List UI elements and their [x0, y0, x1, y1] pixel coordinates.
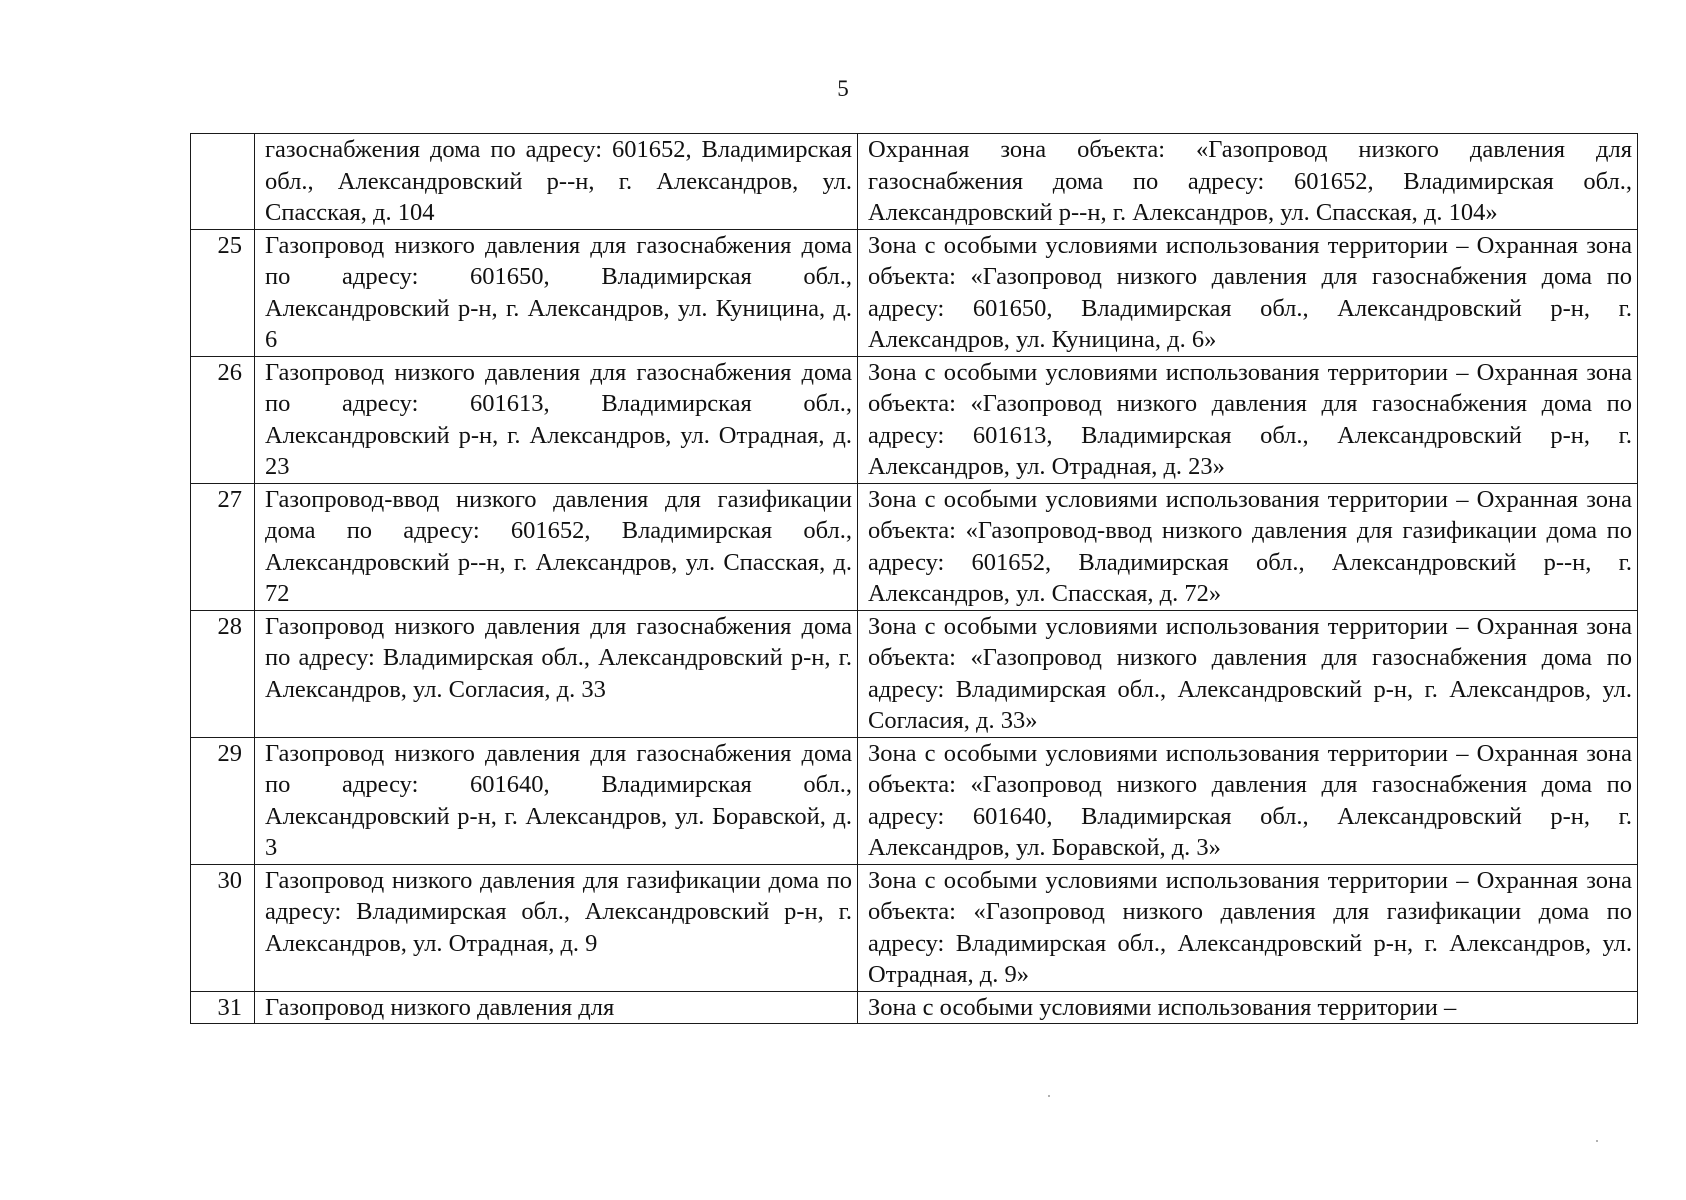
page-number: 5	[837, 76, 849, 101]
object-description-cell: газоснабжения дома по адресу: 601652, Владимирская обл., Александровский р--н, г. Александров, ул. Спасская, д. 104	[255, 134, 858, 230]
row-number-cell: 26	[191, 356, 255, 483]
protection-zone-cell: Зона с особыми условиями использования территории – Охранная зона объекта: «Газопровод низкого давления для газификации дома по адресу: Владимирская обл., Александровский р-н, г. Александров, ул. Отрадная, д. 9»	[858, 864, 1638, 991]
object-description-cell: Газопровод низкого давления для газоснабжения дома по адресу: 601640, Владимирская обл., Александровский р-н, г. Александров, ул. Боравской, д. 3	[255, 737, 858, 864]
protection-zone-cell: Охранная зона объекта: «Газопровод низкого давления для газоснабжения дома по адресу: 601652, Владимирская обл., Александровский р--н, г. Александров, ул. Спасская, д. 104»	[858, 134, 1638, 230]
scan-speck	[1596, 1140, 1598, 1142]
object-description-cell: Газопровод низкого давления для газоснабжения дома по адресу: 601650, Владимирская обл., Александровский р-н, г. Александров, ул. Куницина, д. 6	[255, 229, 858, 356]
table-row	[191, 991, 1638, 1024]
protection-zone-cell: Зона с особыми условиями использования территории – Охранная зона объекта: «Газопровод-ввод низкого давления для газификации дома по адресу: 601652, Владимирская обл., Александровский р--н, г. Александров, ул. Спасская, д. 72»	[858, 483, 1638, 610]
table-row	[191, 483, 1638, 610]
row-number-cell: 27	[191, 483, 255, 610]
table-row	[191, 134, 1638, 230]
table-row	[191, 737, 1638, 864]
scan-speck	[1048, 1095, 1050, 1097]
object-description-cell: Газопровод низкого давления для газоснабжения дома по адресу: Владимирская обл., Александровский р-н, г. Александров, ул. Согласия, д. 33	[255, 610, 858, 737]
row-number-cell: 28	[191, 610, 255, 737]
protection-zone-cell: Зона с особыми условиями использования территории – Охранная зона объекта: «Газопровод низкого давления для газоснабжения дома по адресу: 601640, Владимирская обл., Александровский р-н, г. Александров, ул. Боравской, д. 3»	[858, 737, 1638, 864]
object-description-cell: Газопровод низкого давления для газификации дома по адресу: Владимирская обл., Александровский р-н, г. Александров, ул. Отрадная, д. 9	[255, 864, 858, 991]
row-number-cell: 29	[191, 737, 255, 864]
registry-table	[190, 133, 1638, 1024]
table-row	[191, 864, 1638, 991]
row-number-cell	[191, 134, 255, 230]
protection-zone-cell: Зона с особыми условиями использования территории –	[858, 991, 1638, 1024]
table-row	[191, 356, 1638, 483]
row-number-cell: 31	[191, 991, 255, 1024]
object-description-cell: Газопровод-ввод низкого давления для газификации дома по адресу: 601652, Владимирская обл., Александровский р--н, г. Александров, ул. Спасская, д. 72	[255, 483, 858, 610]
protection-zone-cell: Зона с особыми условиями использования территории – Охранная зона объекта: «Газопровод низкого давления для газоснабжения дома по адресу: 601650, Владимирская обл., Александровский р-н, г. Александров, ул. Куницина, д. 6»	[858, 229, 1638, 356]
row-number-cell: 30	[191, 864, 255, 991]
protection-zone-cell: Зона с особыми условиями использования территории – Охранная зона объекта: «Газопровод низкого давления для газоснабжения дома по адресу: Владимирская обл., Александровский р-н, г. Александров, ул. Согласия, д. 33»	[858, 610, 1638, 737]
protection-zone-cell: Зона с особыми условиями использования территории – Охранная зона объекта: «Газопровод низкого давления для газоснабжения дома по адресу: 601613, Владимирская обл., Александровский р-н, г. Александров, ул. Отрадная, д. 23»	[858, 356, 1638, 483]
row-number-cell: 25	[191, 229, 255, 356]
table-row	[191, 610, 1638, 737]
object-description-cell: Газопровод низкого давления для газоснабжения дома по адресу: 601613, Владимирская обл., Александровский р-н, г. Александров, ул. Отрадная, д. 23	[255, 356, 858, 483]
object-description-cell: Газопровод низкого давления для	[255, 991, 858, 1024]
table-row	[191, 229, 1638, 356]
